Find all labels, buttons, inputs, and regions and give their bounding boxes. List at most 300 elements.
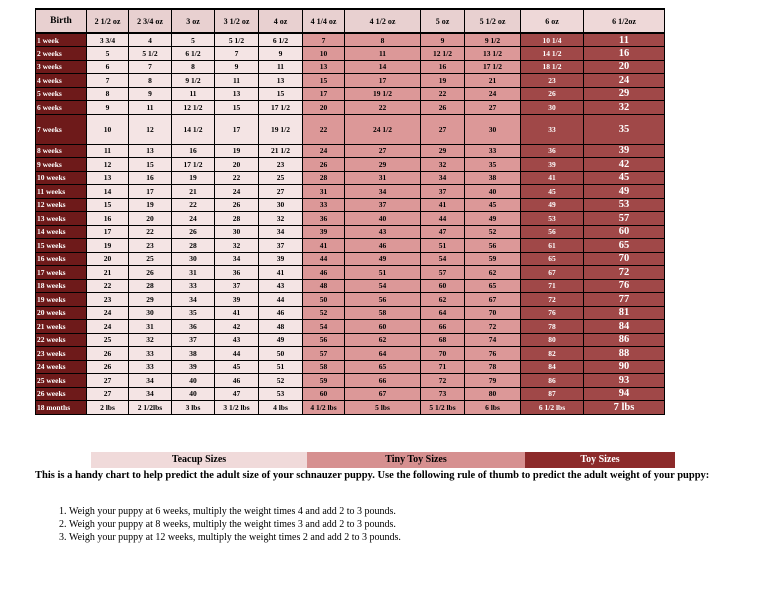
weight-cell: 6 [87,60,129,74]
weight-cell: 30 [259,198,303,212]
weight-cell: 26 [303,158,345,172]
weight-cell: 2 1/2lbs [129,401,172,415]
table-row [36,320,665,334]
weight-cell: 39 [259,252,303,266]
weight-cell: 80 [521,333,584,347]
weight-cell: 37 [215,279,259,293]
weight-cell: 5 [172,33,215,47]
weight-cell: 14 [345,60,421,74]
weight-cell: 76 [521,306,584,320]
weight-cell: 66 [421,320,465,334]
weight-cell: 41 [259,266,303,280]
weight-cell: 16 [421,60,465,74]
weight-cell: 33 [465,144,521,158]
weight-cell: 21 [465,74,521,88]
weight-cell: 5 lbs [345,401,421,415]
weight-cell: 65 [584,239,665,253]
weight-cell: 16 [129,171,172,185]
weight-cell: 27 [259,185,303,199]
weight-cell: 57 [584,212,665,226]
weight-cell: 67 [521,266,584,280]
weight-cell: 3 lbs [172,401,215,415]
table-row [36,171,665,185]
weight-cell: 27 [421,114,465,144]
weight-cell: 23 [521,74,584,88]
weight-cell: 24 [215,185,259,199]
weight-cell: 77 [584,293,665,307]
weight-cell: 26 [215,198,259,212]
weight-cell: 49 [259,333,303,347]
weight-cell: 8 [345,33,421,47]
weight-cell: 65 [345,360,421,374]
weight-cell: 29 [129,293,172,307]
weight-cell: 34 [259,225,303,239]
weight-cell: 72 [421,374,465,388]
weight-cell: 28 [303,171,345,185]
table-row [36,266,665,280]
weight-cell: 41 [303,239,345,253]
weight-cell: 52 [303,306,345,320]
weight-cell: 10 1/4 [521,33,584,47]
weight-cell: 84 [521,360,584,374]
weight-cell: 84 [584,320,665,334]
weight-cell: 82 [521,347,584,361]
weight-cell: 38 [465,171,521,185]
weight-cell: 20 [129,212,172,226]
weight-cell: 5 1/2 lbs [421,401,465,415]
weight-cell: 53 [259,387,303,401]
weight-cell: 15 [259,87,303,101]
weight-cell: 7 lbs [584,401,665,415]
weight-cell: 19 1/2 [345,87,421,101]
weight-cell: 11 [87,144,129,158]
table-row [36,279,665,293]
weight-cell: 42 [584,158,665,172]
weight-cell: 36 [521,144,584,158]
weight-cell: 93 [584,374,665,388]
weight-cell: 17 1/2 [172,158,215,172]
weight-cell: 70 [421,347,465,361]
weight-cell: 50 [303,293,345,307]
weight-cell: 23 [129,239,172,253]
weight-cell: 76 [465,347,521,361]
weight-cell: 62 [345,333,421,347]
weight-cell: 9 1/2 [465,33,521,47]
weight-cell: 56 [521,225,584,239]
weight-cell: 22 [215,171,259,185]
weight-cell: 60 [584,225,665,239]
weight-cell: 20 [215,158,259,172]
weight-cell: 6 1/2 [259,33,303,47]
weight-cell: 60 [421,279,465,293]
weight-cell: 6 lbs [465,401,521,415]
weight-cell: 46 [259,306,303,320]
weight-cell: 2 lbs [87,401,129,415]
weight-cell: 12 1/2 [421,47,465,61]
weight-cell: 8 [129,74,172,88]
table-row [36,360,665,374]
header-teacup-size-5: 4 oz [259,9,303,33]
weight-cell: 60 [303,387,345,401]
weight-cell: 36 [215,266,259,280]
weight-cell: 57 [303,347,345,361]
weight-cell: 7 [215,47,259,61]
weight-cell: 50 [259,347,303,361]
weight-cell: 11 [259,60,303,74]
weight-cell: 9 [87,101,129,115]
weight-cell: 13 [87,171,129,185]
weight-cell: 26 [172,225,215,239]
header-tiny-size-2: 4 1/2 oz [345,9,421,33]
weight-cell: 52 [259,374,303,388]
weight-cell: 24 [87,306,129,320]
weight-cell: 53 [584,198,665,212]
weight-cell: 16 [584,47,665,61]
weight-cell: 78 [465,360,521,374]
table-row [36,293,665,307]
weight-cell: 40 [465,185,521,199]
weight-cell: 79 [465,374,521,388]
row-label: 5 weeks [36,87,87,101]
weight-cell: 9 [421,33,465,47]
weight-cell: 17 [303,87,345,101]
weight-cell: 48 [303,279,345,293]
weight-cell: 17 1/2 [465,60,521,74]
weight-cell: 33 [172,279,215,293]
weight-cell: 9 [129,87,172,101]
weight-cell: 37 [345,198,421,212]
weight-cell: 10 [303,47,345,61]
row-label: 11 weeks [36,185,87,199]
weight-cell: 6 1/2 lbs [521,401,584,415]
weight-cell: 36 [303,212,345,226]
weight-cell: 49 [584,185,665,199]
table-row [36,347,665,361]
table-row [36,144,665,158]
weight-cell: 43 [215,333,259,347]
weight-cell: 33 [129,347,172,361]
weight-cell: 14 1/2 [172,114,215,144]
weight-cell: 28 [129,279,172,293]
table-row [36,47,665,61]
weight-cell: 11 [215,74,259,88]
weight-cell: 46 [345,239,421,253]
weight-cell: 32 [259,212,303,226]
weight-cell: 37 [421,185,465,199]
header-teacup-size-3: 3 oz [172,9,215,33]
weight-cell: 28 [215,212,259,226]
weight-cell: 5 1/2 [215,33,259,47]
weight-cell: 68 [421,333,465,347]
header-teacup-size-1: 2 1/2 oz [87,9,129,33]
weight-cell: 22 [421,87,465,101]
row-label: 18 months [36,401,87,415]
weight-cell: 19 [87,239,129,253]
weight-cell: 32 [215,239,259,253]
weight-cell: 5 [87,47,129,61]
weight-cell: 64 [421,306,465,320]
header-teacup-size-2: 2 3/4 oz [129,9,172,33]
table-row [36,374,665,388]
weight-cell: 71 [521,279,584,293]
weight-cell: 6 1/2 [172,47,215,61]
row-label: 12 weeks [36,198,87,212]
weight-cell: 19 [421,74,465,88]
weight-cell: 23 [259,158,303,172]
weight-cell: 57 [421,266,465,280]
weight-cell: 49 [521,198,584,212]
weight-cell: 62 [465,266,521,280]
row-label: 22 weeks [36,333,87,347]
weight-cell: 9 1/2 [172,74,215,88]
row-label: 17 weeks [36,266,87,280]
weight-cell: 31 [172,266,215,280]
weight-cell: 34 [421,171,465,185]
weight-cell: 22 [303,114,345,144]
weight-cell: 7 [303,33,345,47]
weight-cell: 47 [421,225,465,239]
weight-cell: 65 [521,252,584,266]
weight-cell: 20 [303,101,345,115]
row-label: 1 week [36,33,87,47]
weight-cell: 4 lbs [259,401,303,415]
weight-cell: 56 [465,239,521,253]
weight-cell: 3 1/2 lbs [215,401,259,415]
weight-cell: 41 [521,171,584,185]
weight-cell: 33 [303,198,345,212]
weight-cell: 86 [521,374,584,388]
weight-cell: 30 [172,252,215,266]
weight-cell: 34 [129,374,172,388]
weight-cell: 59 [465,252,521,266]
row-label: 21 weeks [36,320,87,334]
header-row [36,9,665,33]
weight-cell: 13 [215,87,259,101]
table-row [36,185,665,199]
weight-cell: 72 [465,320,521,334]
weight-cell: 44 [421,212,465,226]
weight-cell: 47 [215,387,259,401]
row-label: 23 weeks [36,347,87,361]
weight-cell: 81 [584,306,665,320]
weight-cell: 41 [215,306,259,320]
weight-cell: 90 [584,360,665,374]
tiny-toy-sizes-label: Tiny Toy Sizes [307,452,525,468]
weight-cell: 65 [465,279,521,293]
weight-cell: 17 [215,114,259,144]
weight-cell: 32 [129,333,172,347]
weight-cell: 24 [303,144,345,158]
weight-cell: 29 [345,158,421,172]
weight-cell: 59 [303,374,345,388]
weight-cell: 51 [259,360,303,374]
row-label: 8 weeks [36,144,87,158]
weight-cell: 30 [465,114,521,144]
weight-cell: 70 [465,306,521,320]
intro-text: This is a handy chart to help predict the adult size of your schnauzer puppy. Use the following rule of thumb to predict the adult weight of your puppy: [35,470,710,481]
weight-cell: 52 [465,225,521,239]
weight-cell: 56 [345,293,421,307]
teacup-sizes-label: Teacup Sizes [91,452,307,468]
table-row [36,198,665,212]
weight-cell: 7 [87,74,129,88]
weight-cell: 46 [303,266,345,280]
weight-cell: 45 [584,171,665,185]
table-row [36,101,665,115]
weight-cell: 51 [345,266,421,280]
weight-cell: 35 [584,114,665,144]
weight-cell: 22 [345,101,421,115]
weight-cell: 94 [584,387,665,401]
weight-cell: 67 [345,387,421,401]
weight-cell: 35 [465,158,521,172]
row-label: 7 weeks [36,114,87,144]
weight-cell: 19 [215,144,259,158]
weight-cell: 15 [215,101,259,115]
weight-cell: 26 [421,101,465,115]
weight-cell: 20 [87,252,129,266]
weight-cell: 27 [345,144,421,158]
weight-cell: 54 [421,252,465,266]
weight-cell: 17 [345,74,421,88]
weight-cell: 73 [421,387,465,401]
weight-cell: 27 [87,387,129,401]
table-row [36,333,665,347]
weight-cell: 34 [129,387,172,401]
weight-cell: 33 [129,360,172,374]
weight-cell: 37 [259,239,303,253]
weight-cell: 12 [87,158,129,172]
weight-cell: 17 [129,185,172,199]
weight-cell: 24 [465,87,521,101]
table-row [36,212,665,226]
weight-cell: 25 [87,333,129,347]
weight-cell: 26 [87,360,129,374]
weight-cell: 9 [259,47,303,61]
weight-cell: 25 [129,252,172,266]
weight-cell: 13 [259,74,303,88]
row-label: 19 weeks [36,293,87,307]
weight-cell: 7 [129,60,172,74]
weight-cell: 11 [584,33,665,47]
weight-cell: 40 [172,374,215,388]
weight-cell: 87 [521,387,584,401]
header-toy-size-1: 6 oz [521,9,584,33]
weight-cell: 32 [421,158,465,172]
weight-cell: 26 [129,266,172,280]
weight-cell: 15 [87,198,129,212]
weight-cell: 29 [421,144,465,158]
weight-cell: 64 [345,347,421,361]
weight-cell: 8 [172,60,215,74]
weight-cell: 5 1/2 [129,47,172,61]
weight-cell: 30 [215,225,259,239]
weight-cell: 28 [172,239,215,253]
weight-cell: 34 [345,185,421,199]
weight-cell: 26 [87,347,129,361]
weight-cell: 26 [521,87,584,101]
weight-cell: 30 [129,306,172,320]
weight-cell: 4 1/2 lbs [303,401,345,415]
weight-cell: 40 [172,387,215,401]
weight-cell: 15 [129,158,172,172]
weight-cell: 25 [259,171,303,185]
header-tiny-size-1: 4 1/4 oz [303,9,345,33]
weight-cell: 66 [345,374,421,388]
table-row [36,33,665,47]
weight-cell: 71 [421,360,465,374]
weight-cell: 19 1/2 [259,114,303,144]
weight-cell: 46 [215,374,259,388]
row-label: 15 weeks [36,239,87,253]
weight-cell: 54 [303,320,345,334]
weight-cell: 58 [303,360,345,374]
toy-sizes-label: Toy Sizes [525,452,675,468]
weight-cell: 23 [87,293,129,307]
weight-cell: 15 [303,74,345,88]
weight-cell: 13 [129,144,172,158]
weight-cell: 42 [215,320,259,334]
table-row [36,74,665,88]
table-row [36,401,665,415]
row-label: 3 weeks [36,60,87,74]
weight-cell: 49 [465,212,521,226]
row-label: 9 weeks [36,158,87,172]
weight-cell: 39 [172,360,215,374]
weight-cell: 9 [215,60,259,74]
weight-cell: 34 [215,252,259,266]
weight-cell: 27 [87,374,129,388]
header-toy-size-2: 6 1/2oz [584,9,665,33]
rule-item: 2. Weigh your puppy at 8 weeks, multiply the weight times 3 and add 2 to 3 pounds. [69,518,401,531]
weight-cell: 27 [465,101,521,115]
weight-cell: 53 [521,212,584,226]
weight-cell: 62 [421,293,465,307]
table-row [36,306,665,320]
weight-cell: 48 [259,320,303,334]
weight-cell: 35 [172,306,215,320]
row-label: 2 weeks [36,47,87,61]
weight-cell: 49 [345,252,421,266]
row-label: 26 weeks [36,387,87,401]
header-tiny-size-3: 5 oz [421,9,465,33]
weight-cell: 36 [172,320,215,334]
weight-cell: 37 [172,333,215,347]
weight-cell: 24 [87,320,129,334]
weight-cell: 74 [465,333,521,347]
row-label: 13 weeks [36,212,87,226]
weight-cell: 8 [87,87,129,101]
weight-cell: 31 [345,171,421,185]
weight-cell: 76 [584,279,665,293]
weight-cell: 24 [584,74,665,88]
weight-cell: 10 [87,114,129,144]
weight-cell: 29 [584,87,665,101]
weight-cell: 21 [172,185,215,199]
rules-list [35,505,401,544]
weight-cell: 45 [521,185,584,199]
weight-cell: 19 [129,198,172,212]
weight-cell: 56 [303,333,345,347]
row-label: 6 weeks [36,101,87,115]
weight-cell: 54 [345,279,421,293]
weight-cell: 38 [172,347,215,361]
weight-cell: 67 [465,293,521,307]
table-row [36,60,665,74]
weight-cell: 39 [521,158,584,172]
weight-cell: 13 [303,60,345,74]
weight-cell: 11 [172,87,215,101]
